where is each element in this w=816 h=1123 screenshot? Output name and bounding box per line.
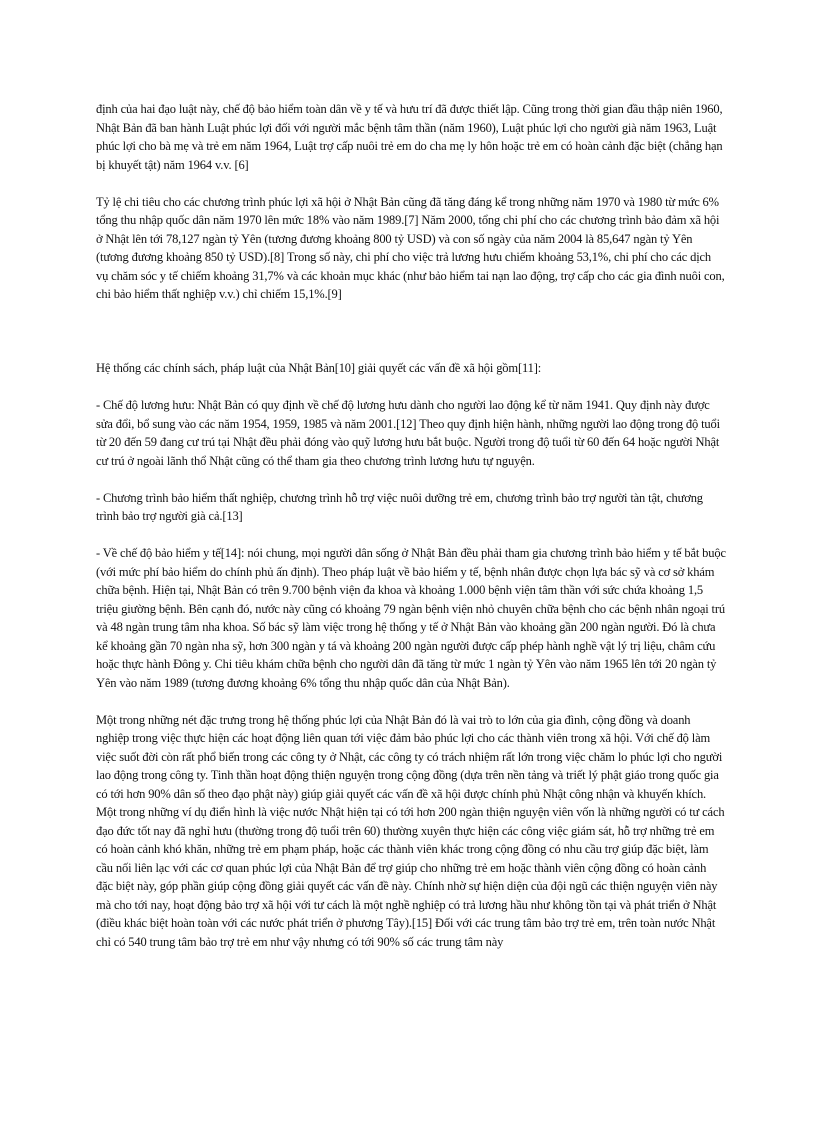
paragraph-health-insurance: - Về chế độ bảo hiểm y tế[14]: nói chung, mọi người dân sống ở Nhật Bản đều phải tham gia chương trình bảo hiểm y tế bắt buộc (với mức phí bảo hiểm do chính phủ ấn định). Theo pháp luật về bảo hiểm y tế, bệnh nhân được chọn lựa bác sỹ và cơ sở khám chữa bệnh. Hiện tại, Nhật Bản có trên 9.700 bệnh viện đa khoa và khoảng 1.000 bệnh viện tâm thần với sức chứa khoảng 1,5 triệu giường bệnh. Bên cạnh đó, nước này cũng có khoảng 79 ngàn bệnh viện nhỏ chuyên chữa bệnh cho các bệnh nhân ngoại trú và 48 ngàn trung tâm nha khoa. Số bác sỹ làm việc trong hệ thống y tế ở Nhật Bản vào khoảng gần 200 ngàn người. Đó là chưa kể khoảng gần 70 ngàn nha sỹ, hơn 300 ngàn y tá và khoảng 200 ngàn người được cấp phép hành nghề vật lý trị liệu, châm cứu hoặc thực hành Đông y. Chi tiêu khám chữa bệnh cho người dân đã tăng từ mức 1 ngàn tỷ Yên vào năm 1965 lên tới 20 ngàn tỷ Yên vào năm 1989 (tương đương khoảng 6% tổng thu nhập quốc dân của Nhật Bản). [96, 546, 726, 690]
paragraph-spending-ratio: Tỷ lệ chi tiêu cho các chương trình phúc lợi xã hội ở Nhật Bản cũng đã tăng đáng kể trong những năm 1970 và 1980 từ mức 6% tổng thu nhập quốc dân năm 1970 lên mức 18% vào năm 1989.[7] Năm 2000, tổng chi phí cho các chương trình bảo đảm xã hội ở Nhật lên tới 78,127 ngàn tỷ Yên (tương đương khoảng 800 tỷ USD) và con số ngày của năm 2004 là 85,647 ngàn tỷ Yên (tương đương khoảng 850 tỷ USD).[8] Trong số này, chi phí cho việc trả lương hưu chiếm khoảng 53,1%, chi phí cho các dịch vụ chăm sóc y tế chiếm khoảng 31,7% và các khoản mục khác (như bảo hiểm tai nạn lao động, trợ cấp cho các gia đình nuôi con, chi bảo hiểm thất nghiệp v.v.) chỉ chiếm 15,1%.[9] [96, 194, 725, 301]
paragraph-welfare-laws: định của hai đạo luật này, chế độ bảo hiểm toàn dân về y tế và hưu trí đã được thiết lập. Cũng trong thời gian đầu thập niên 1960, Nhật Bản đã ban hành Luật phúc lợi đối với người mắc bệnh tâm thần (năm 1960), Luật phúc lợi cho người già năm 1963, Luật phúc lợi cho bà mẹ và trẻ em năm 1964, Luật trợ cấp nuôi trẻ em do cha mẹ ly hôn hoặc trẻ em có hoàn cảnh đặc biệt (chẳng hạn bị khuyết tật) năm 1964 v.v. [6] [96, 102, 723, 172]
section-gap [96, 322, 726, 359]
paragraph-community-role: Một trong những nét đặc trưng trong hệ thống phúc lợi của Nhật Bản đó là vai trò to lớn của gia đình, cộng đồng và doanh nghiệp trong việc thực hiện các hoạt động liên quan tới việc đảm bảo phúc lợi cho các thành viên trong xã hội. Với chế độ làm việc suốt đời còn rất phổ biến trong các công ty ở Nhật, các công ty có trách nhiệm rất lớn trong việc chăm lo phúc lợi cho người lao động trong công ty. Tinh thần hoạt động thiện nguyện trong cộng đồng (dựa trên nền tảng và triết lý phật giáo trong quốc gia có tới hơn 90% dân số theo đạo phật này) giúp giải quyết các vấn đề xã hội được chính phủ Nhật công nhận và khuyến khích. Một trong những ví dụ điển hình là việc nước Nhật hiện tại có tới hơn 200 ngàn thiện nguyện viên vốn là những người có tư cách đạo đức tốt nay đã nghỉ hưu (thường trong độ tuổi trên 60) thường xuyên thực hiện các công việc giám sát, hỗ trợ những trẻ em có hoàn cảnh khó khăn, những trẻ em phạm pháp, hoặc các thành viên khác trong cộng đồng có nhu cầu trợ giúp đặc biệt, làm cầu nối liên lạc với các cơ quan phúc lợi của Nhật Bản để trợ giúp cho những trẻ em hoặc thành viên cộng đồng có hoàn cảnh đặc biệt này, góp phần giúp cộng đồng giải quyết các vấn đề này. Chính nhờ sự hiện diện của đội ngũ các thiện nguyện viên này mà cho tới nay, hoạt động bảo trợ xã hội với tư cách là một nghề nghiệp có trả lương hầu như không tồn tại và phát triển ở Nhật (điều khác biệt hoàn toàn với các nước phát triển ở phương Tây).[15] Đối với các trung tâm bảo trợ trẻ em, trên toàn nước Nhật chỉ có 540 trung tâm bảo trợ trẻ em như vậy nhưng có tới 90% số các trung tâm này [96, 712, 725, 949]
paragraph-pension: - Chế độ lương hưu: Nhật Bản có quy định về chế độ lương hưu dành cho người lao động kể từ năm 1941. Quy định này được sửa đổi, bổ sung vào các năm 1954, 1959, 1985 và năm 2001.[12] Theo quy định hiện hành, những người lao động trong độ tuổi từ 20 đến 59 đang cư trú tại Nhật đều phải đóng vào quỹ lương hưu bắt buộc. Người trong độ tuổi từ 60 đến 64 hoặc người Nhật cư trú ở ngoài lãnh thổ Nhật cũng có thể tham gia theo chương trình lương hưu tự nguyện. [96, 398, 720, 468]
paragraph-unemployment-programs: - Chương trình bảo hiểm thất nghiệp, chương trình hỗ trợ việc nuôi dưỡng trẻ em, chương trình bảo trợ người tàn tật, chương trình bảo trợ người già cả.[13] [96, 490, 703, 523]
paragraph-policy-system-intro: Hệ thống các chính sách, pháp luật của Nhật Bản[10] giải quyết các vấn đề xã hội gồm[11]: [96, 361, 542, 375]
document-page [96, 100, 726, 970]
